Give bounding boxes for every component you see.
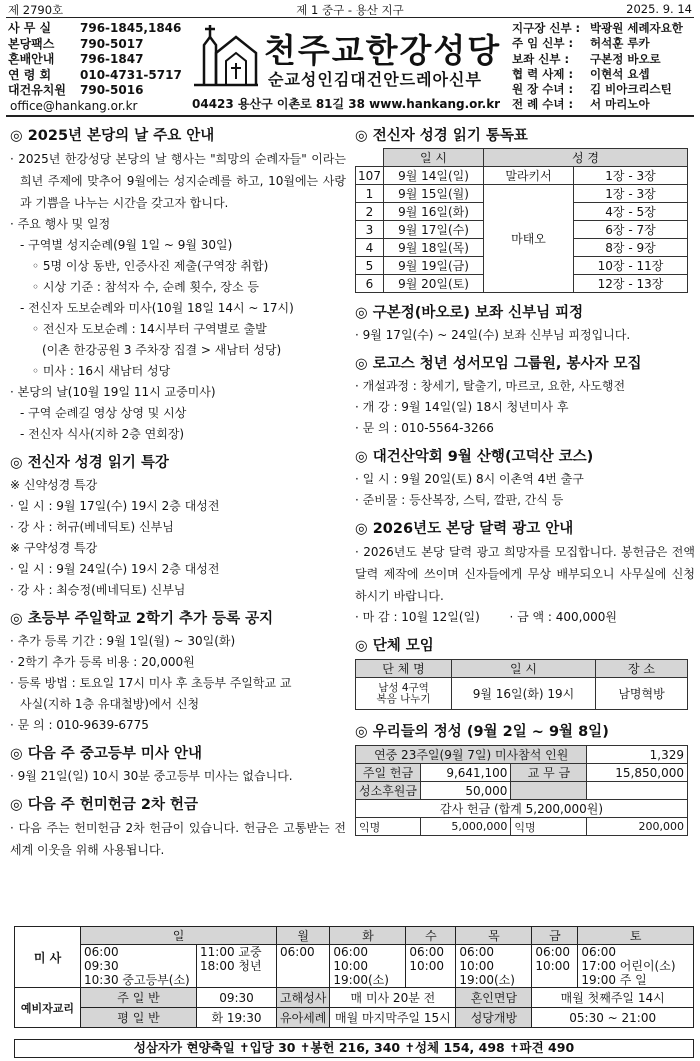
sunday-offering-value: 9,641,100: [420, 764, 510, 782]
staff-row: 주 임 신부 : 허석훈 루카: [512, 36, 650, 51]
text-line: ◦ 미사 : 16시 새남터 성당: [32, 364, 171, 378]
mass-times-row: [15, 945, 694, 988]
cell-chapter: 1장 - 3장: [574, 167, 688, 185]
text-line: · 일 시 : 9월 24일(수) 19시 2층 대성전: [10, 562, 220, 576]
day-sat: 토: [578, 927, 694, 945]
time: 06:00: [459, 945, 494, 959]
offering-table: [355, 745, 688, 836]
info-row: [15, 988, 694, 1008]
sunday-school-section: [10, 607, 346, 736]
youth-mass-section: [10, 742, 346, 787]
thanks-offering-label: 감사 헌금 (합계 5,200,000원): [356, 800, 688, 818]
tue-times: [330, 945, 406, 988]
cell-chapter: 4장 - 5장: [574, 203, 688, 221]
time: 10:00: [459, 959, 494, 973]
donor-name: 익명: [511, 818, 587, 836]
group-table: [355, 659, 688, 710]
issue-date: 2025. 9. 14: [626, 2, 692, 16]
staff-list: [512, 21, 694, 113]
text-line: ※ 신약성경 특강: [10, 478, 98, 492]
text-line: · 개설과정 : 창세기, 탈출기, 마르코, 요한, 사도행전: [355, 379, 626, 393]
time: 10:00: [333, 959, 368, 973]
cell-book: 마태오: [484, 185, 574, 293]
section-title: ◎ 우리들의 정성 (9월 2일 ~ 9월 8일): [355, 724, 609, 740]
sunday-class-time: 09:30: [197, 988, 277, 1008]
time: 09:30: [84, 959, 119, 973]
cell-date: 9월 15일(월): [384, 185, 484, 203]
section-title: ◎ 단체 모임: [355, 638, 434, 654]
empty-cell: [587, 782, 688, 800]
issue-number: 제 2790호: [8, 3, 64, 17]
section-title: ◎ 2025년 본당의 날 주요 안내: [10, 128, 215, 144]
table-row: [356, 782, 688, 800]
text-line: · 개 강 : 9월 14일(일) 18시 청년미사 후: [355, 400, 569, 414]
tithe-value: 15,850,000: [587, 764, 688, 782]
table-row: [356, 678, 688, 710]
time: 10:30 중고등부(소): [84, 973, 190, 987]
church-open-label: 성당개방: [456, 1008, 532, 1028]
calendar-ad-section: [355, 517, 695, 628]
table-row: [356, 764, 688, 782]
masthead: [6, 19, 694, 117]
district: 제 1 중구 - 용산 지구: [296, 3, 404, 17]
sunday-offering-label: 주일 헌금: [356, 764, 421, 782]
feast-intro: · 2025년 한강성당 본당의 날 행사는 "희망의 순례자들" 이라는 희년 주제에 맞추어 9월에는 성지순례를 하고, 10월에는 사랑과 기쁨을 나누는 시간을 갖고자 합니다.: [10, 152, 346, 210]
time: 19:00(소): [459, 973, 515, 987]
contact-list: [8, 21, 186, 114]
text-line: · 9월 21일(일) 10시 30분 중고등부 미사는 없습니다.: [10, 769, 293, 783]
info-row: [15, 1008, 694, 1028]
day-sun: 일: [81, 927, 277, 945]
contact-wedding: 혼배안내 796-1847: [8, 52, 144, 66]
header-date: 일 시: [384, 149, 484, 167]
marriage-label: 혼인면담: [456, 988, 532, 1008]
table-row: [356, 167, 688, 185]
contact-kindergarten: 대건유치원 790-5016: [8, 83, 144, 97]
weekday-class-label: 평 일 반: [81, 1008, 197, 1028]
contact-funeral: 연 령 회 010-4731-5717: [8, 67, 182, 82]
empty-cell: [511, 782, 587, 800]
time: 19:00 주 일: [581, 973, 647, 987]
text-line: · 강 사 : 허규(베네딕토) 신부님: [10, 520, 174, 534]
right-column: [355, 120, 695, 842]
hymn-footer: 성삼자가 현양축일 ✝입당 30 ✝봉헌 216, 340 ✝성체 154, 498 ✝파견 490: [14, 1039, 694, 1058]
cell-no: 2: [356, 203, 384, 221]
confession-label: 고해성사: [277, 988, 330, 1008]
table-row: [356, 800, 688, 818]
time: 18:00 청년: [200, 959, 262, 973]
attendance-label: 연중 23주일(9월 7일) 미사참석 인원: [356, 746, 587, 764]
tithe-label: 교 무 금: [511, 764, 587, 782]
time: 06:00: [581, 945, 616, 959]
table-row: [356, 818, 688, 836]
section-title: ◎ 다음 주 중고등부 미사 안내: [10, 746, 202, 762]
text-line: · 강 사 : 최승정(베네딕토) 신부님: [10, 583, 186, 597]
staff-row: 원 장 수녀 : 김 비아크리스틴: [512, 82, 672, 97]
table-row: [356, 746, 688, 764]
cell-no: 1: [356, 185, 384, 203]
text-line: · 일 시 : 9월 20일(토) 8시 이촌역 4번 출구: [355, 472, 584, 486]
cell-chapter: 6장 - 7장: [574, 221, 688, 239]
cell-group: [356, 678, 452, 710]
cell-date: 9월 16일(화): [384, 203, 484, 221]
header-place: 장 소: [596, 660, 688, 678]
text-line: ※ 구약성경 특강: [10, 541, 98, 555]
priest-retreat-section: [355, 301, 695, 346]
time: 11:00 교중: [200, 945, 262, 959]
day-mon: 월: [277, 927, 330, 945]
text-line: 사실(지하 1층 유대철방)에서 신청: [20, 697, 200, 711]
cell-date: 9월 19일(금): [384, 257, 484, 275]
text-line: · 문 의 : 010-9639-6775: [10, 718, 149, 732]
text-line: · 문 의 : 010-5564-3266: [355, 421, 494, 435]
text-line: · 2학기 추가 등록 비용 : 20,000원: [10, 655, 195, 669]
mass-label: 미 사: [15, 927, 81, 988]
section-title: ◎ 초등부 주일학교 2학기 추가 등록 공지: [10, 611, 274, 627]
donor-amount: 5,000,000: [420, 818, 510, 836]
cell-chapter: 1장 - 3장: [574, 185, 688, 203]
confession-value: 매 미사 20분 전: [330, 988, 456, 1008]
calendar-amount: · 금 액 : 400,000원: [509, 610, 617, 624]
issue-bar: [6, 2, 694, 18]
cell-no: 3: [356, 221, 384, 239]
logos-section: [355, 352, 695, 439]
text-line: ◦ 5명 이상 동반, 인증사진 제출(구역장 취합): [32, 259, 269, 273]
church-subtitle: 순교성인김대건안드레아신부: [268, 70, 482, 89]
text-line: - 전신자 식사(지하 2층 연회장): [20, 427, 185, 441]
day-wed: 수: [406, 927, 456, 945]
staff-row: 전 례 수녀 : 서 마리노아: [512, 97, 650, 112]
text-line: - 구역별 성지순례(9월 1일 ~ 9월 30일): [20, 238, 233, 252]
vocation-support-label: 성소후원금: [356, 782, 421, 800]
church-address: 04423 용산구 이촌로 81길 38 www.hankang.or.kr: [192, 97, 501, 111]
section-title: ◎ 구본정(바오로) 보좌 신부님 피정: [355, 305, 584, 321]
marriage-value: 매월 첫째주일 14시: [532, 988, 694, 1008]
day-tue: 화: [330, 927, 406, 945]
wed-times: [406, 945, 456, 988]
text-line: · 추가 등록 기간 : 9월 1일(월) ~ 30일(화): [10, 634, 236, 648]
staff-row: 지구장 신부 : 박광원 세례자요한: [512, 21, 683, 35]
group-name-line: 남성 4구역: [378, 681, 429, 694]
reading-table: [355, 148, 688, 293]
cell-place: 남명혁방: [596, 678, 688, 710]
text-line: · 주요 행사 및 일정: [10, 217, 111, 231]
time: 10:00: [535, 959, 570, 973]
contact-office: 사 무 실 796-1845,1846: [8, 21, 182, 35]
text-line: · 등록 방법 : 토요일 17시 미사 후 초등부 주일학교 교: [10, 676, 292, 690]
day-thu: 목: [456, 927, 532, 945]
day-fri: 금: [532, 927, 578, 945]
offering-section: [355, 720, 695, 836]
catechism-label: 예비자교리: [15, 988, 81, 1028]
section-title: ◎ 대건산악회 9월 산행(고덕산 코스): [355, 449, 594, 465]
group-meeting-section: [355, 634, 695, 710]
cell-book: 말라키서: [484, 167, 574, 185]
calendar-text: · 2026년도 본당 달력 광고 희망자를 모집합니다. 봉헌금은 전액 달력 제작에 쓰이며 신자들에게 무상 배부되오니 사무실에 신청 하시기 바랍니다.: [355, 545, 695, 603]
bible-reading-section: [355, 124, 695, 293]
cell-no: 107: [356, 167, 384, 185]
section-title: ◎ 로고스 청년 성서모임 그룹원, 봉사자 모집: [355, 356, 642, 372]
time: 10:00: [409, 959, 444, 973]
cell-time: 9월 16일(화) 19시: [452, 678, 596, 710]
church-logo-icon: [190, 23, 260, 87]
text-line: · 준비물 : 등산복장, 스틱, 깔판, 간식 등: [355, 493, 564, 507]
time: 19:00(소): [333, 973, 389, 987]
vocation-support-value: 50,000: [420, 782, 510, 800]
section-title: ◎ 전신자 성경 읽기 통독표: [355, 128, 528, 144]
text-line: (이촌 한강공원 3 주차장 집결 > 새남터 성당): [42, 343, 282, 357]
thu-times: [456, 945, 532, 988]
text-line: · 9월 17일(수) ~ 24일(수) 보좌 신부님 피정입니다.: [355, 328, 631, 342]
header-group: 단 체 명: [356, 660, 452, 678]
calendar-terms: [355, 607, 695, 628]
cell-chapter: 12장 - 13장: [574, 275, 688, 293]
cell-no: 6: [356, 275, 384, 293]
contact-email: office@hankang.or.kr: [10, 98, 138, 113]
infant-baptism-label: 유아세례: [277, 1008, 330, 1028]
mass-schedule-table: [14, 926, 694, 1028]
left-column: [10, 120, 346, 867]
sat-times: [578, 945, 694, 988]
sun-times-a: [81, 945, 197, 988]
time: 06:00: [535, 945, 570, 959]
calendar-deadline: · 마 감 : 10월 12일(일): [355, 610, 480, 624]
section-title: ◎ 다음 주 헌미헌금 2차 헌금: [10, 797, 199, 813]
table-row: [356, 185, 688, 203]
cell-no: 4: [356, 239, 384, 257]
text-line: - 구역 순례길 영상 상영 및 시상: [20, 406, 187, 420]
sun-times-b: [197, 945, 277, 988]
time: 06:00: [280, 945, 315, 959]
header-bible: 성 경: [484, 149, 688, 167]
cell-chapter: 10장 - 11장: [574, 257, 688, 275]
header-time: 일 시: [452, 660, 596, 678]
infant-baptism-value: 매월 마지막주일 15시: [330, 1008, 456, 1028]
cell-no: 5: [356, 257, 384, 275]
weekday-class-time: 화 19:30: [197, 1008, 277, 1028]
feast-day-section: [10, 124, 346, 445]
collection-text: · 다음 주는 헌미헌금 2차 헌금이 있습니다. 헌금은 고통받는 전 세계 이웃을 위해 사용됩니다.: [10, 821, 346, 857]
time: 06:00: [333, 945, 368, 959]
cell-date: 9월 14일(일): [384, 167, 484, 185]
cell-date: 9월 20일(토): [384, 275, 484, 293]
hiking-section: [355, 445, 695, 511]
contact-fax: 본당팩스 790-5017: [8, 36, 144, 51]
section-title: ◎ 전신자 성경 읽기 특강: [10, 455, 169, 471]
church-open-value: 05:30 ~ 21:00: [532, 1008, 694, 1028]
cell-chapter: 8장 - 9장: [574, 239, 688, 257]
church-name: 천주교한강성당: [264, 31, 502, 70]
group-name-line: 복음 나누기: [376, 692, 431, 705]
donor-name: 익명: [356, 818, 421, 836]
text-line: ◦ 시상 기준 : 참석자 수, 순례 횟수, 장소 등: [32, 280, 259, 294]
text-line: ◦ 전신자 도보순례 : 14시부터 구역별로 출발: [32, 322, 267, 336]
attendance-value: 1,329: [587, 746, 688, 764]
staff-row: 보좌 신부 : 구본정 바오로: [512, 51, 661, 66]
second-collection-section: [10, 793, 346, 861]
cell-date: 9월 17일(수): [384, 221, 484, 239]
cell-date: 9월 18일(목): [384, 239, 484, 257]
sunday-class-label: 주 일 반: [81, 988, 197, 1008]
text-line: · 일 시 : 9월 17일(수) 19시 2층 대성전: [10, 499, 220, 513]
staff-row: 협 력 사제 : 이현석 요셉: [512, 66, 650, 81]
donor-amount: 200,000: [587, 818, 688, 836]
bible-lecture-section: [10, 451, 346, 601]
blank-cell: [356, 149, 384, 167]
text-line: - 전신자 도보순례와 미사(10월 18일 14시 ~ 17시): [20, 301, 294, 315]
time: 06:00: [409, 945, 444, 959]
text-line: · 본당의 날(10월 19일 11시 교중미사): [10, 385, 216, 399]
fri-times: [532, 945, 578, 988]
mon-times: [277, 945, 330, 988]
time: 17:00 어린이(소): [581, 959, 676, 973]
section-title: ◎ 2026년도 본당 달력 광고 안내: [355, 521, 574, 537]
time: 06:00: [84, 945, 119, 959]
